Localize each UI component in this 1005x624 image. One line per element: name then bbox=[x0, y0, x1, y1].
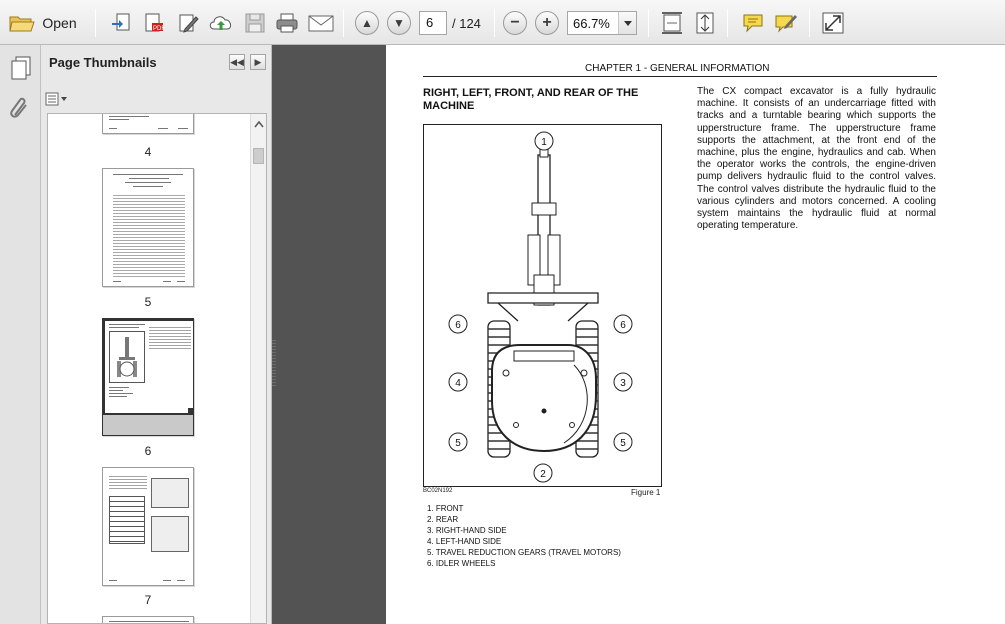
save-disk-icon bbox=[244, 12, 266, 34]
thumbnail-page-number: 5 bbox=[144, 295, 152, 309]
navigation-rail bbox=[0, 45, 41, 624]
callout-marker bbox=[534, 464, 552, 482]
document-page bbox=[386, 45, 1005, 624]
svg-text:PDF: PDF bbox=[153, 26, 165, 32]
excavator-top-view-illustration bbox=[424, 125, 661, 486]
attachments-nav-button[interactable] bbox=[9, 95, 31, 126]
convert-document-icon bbox=[110, 11, 134, 35]
main-toolbar bbox=[0, 0, 1005, 45]
figure-code: BC02N192 bbox=[423, 488, 453, 494]
envelope-icon bbox=[308, 14, 334, 32]
thumbnail-page[interactable] bbox=[102, 616, 194, 624]
page-number-input[interactable]: 6 bbox=[419, 11, 447, 35]
scrollbar-thumb[interactable] bbox=[253, 148, 264, 164]
body-paragraph: The CX compact excavator is a fully hydraulic machine. It consists of an undercarriage fitted with tracks and a turntable bearing which supports the upperstructure frame. The upperstructure frame supports the attachment, at the front end of the machine, plus the engine, hydraulics and cab. When the operator works the controls, the engine-driven pump delivers hydraulic fluid to the control valves. The control valves distribute the hydraulic fluid to the various cylinders and motors concerned. A cooling system maintains the hydraulic fluid at normal operating temperature. bbox=[697, 86, 936, 232]
legend-item: 6. IDLER WHEELS bbox=[427, 559, 496, 568]
thumbnail-page-number: 7 bbox=[144, 593, 152, 607]
plus-icon: + bbox=[542, 14, 552, 31]
fit-page-icon bbox=[694, 11, 716, 35]
zoom-out-button[interactable] bbox=[503, 11, 527, 35]
panel-title: Page Thumbnails bbox=[49, 55, 157, 70]
comment-button[interactable] bbox=[738, 8, 768, 38]
document-viewport-background bbox=[272, 45, 386, 624]
arrow-up-icon: ▲ bbox=[361, 16, 373, 30]
chevron-right-icon: ▶ bbox=[254, 56, 262, 67]
printer-icon bbox=[275, 12, 299, 34]
callout-marker bbox=[614, 315, 632, 333]
figure-caption: Figure 1 bbox=[631, 488, 661, 497]
svg-text:5: 5 bbox=[620, 438, 626, 449]
thumbnail-options-button[interactable] bbox=[45, 89, 73, 109]
previous-page-button[interactable] bbox=[355, 11, 379, 35]
arrow-down-icon: ▼ bbox=[393, 16, 405, 30]
thumbnail-page[interactable] bbox=[102, 113, 194, 134]
paperclip-icon bbox=[9, 95, 31, 121]
section-title: RIGHT, LEFT, FRONT, AND REAR OF THE MACHINE bbox=[423, 87, 639, 112]
open-button[interactable] bbox=[8, 8, 78, 38]
speech-bubble-icon bbox=[741, 12, 765, 34]
fit-width-icon bbox=[661, 11, 683, 35]
legend-item: 1. FRONT bbox=[427, 504, 464, 513]
open-label: Open bbox=[42, 15, 77, 31]
callout-marker bbox=[535, 132, 553, 150]
zoom-select[interactable] bbox=[567, 11, 637, 35]
next-page-button[interactable] bbox=[387, 11, 411, 35]
svg-text:5: 5 bbox=[455, 438, 461, 449]
legend-item: 5. TRAVEL REDUCTION GEARS (TRAVEL MOTORS) bbox=[427, 548, 621, 557]
print-button[interactable] bbox=[272, 8, 302, 38]
page-thumbnails-nav-button[interactable] bbox=[9, 55, 33, 86]
legend-item: 2. REAR bbox=[427, 515, 459, 524]
header-rule bbox=[423, 76, 937, 77]
zoom-dropdown-button[interactable] bbox=[618, 12, 636, 34]
figure-legend bbox=[427, 503, 621, 569]
fit-width-button[interactable] bbox=[658, 8, 686, 38]
callout-marker bbox=[449, 433, 467, 451]
svg-text:1: 1 bbox=[541, 137, 547, 148]
email-button[interactable] bbox=[306, 8, 336, 38]
callout-marker bbox=[449, 373, 467, 391]
chevron-down-icon bbox=[624, 21, 632, 26]
callout-marker bbox=[449, 315, 467, 333]
thumbnail-page-selected[interactable] bbox=[102, 318, 194, 436]
callout-marker bbox=[614, 373, 632, 391]
edit-document-icon bbox=[176, 11, 200, 35]
expand-icon bbox=[821, 11, 845, 35]
collapse-panel-button[interactable] bbox=[229, 54, 245, 70]
callout-marker bbox=[614, 433, 632, 451]
fit-page-button[interactable] bbox=[691, 8, 719, 38]
legend-item: 4. LEFT-HAND SIDE bbox=[427, 537, 502, 546]
scroll-up-icon[interactable] bbox=[254, 120, 264, 128]
legend-item: 3. RIGHT-HAND SIDE bbox=[427, 526, 507, 535]
pdf-export-icon bbox=[142, 11, 166, 35]
save-button[interactable] bbox=[241, 8, 269, 38]
highlight-button[interactable] bbox=[771, 8, 801, 38]
svg-text:2: 2 bbox=[540, 469, 546, 480]
upload-cloud-button[interactable] bbox=[206, 8, 236, 38]
page-thumbnails-panel bbox=[41, 45, 272, 624]
chapter-header: CHAPTER 1 - GENERAL INFORMATION bbox=[585, 63, 770, 74]
create-pdf-button[interactable] bbox=[108, 8, 136, 38]
thumbnail-page-number: 4 bbox=[144, 145, 152, 159]
folder-icon bbox=[9, 13, 35, 33]
svg-text:3: 3 bbox=[620, 378, 626, 389]
excavator-figure bbox=[423, 124, 662, 487]
double-chevron-left-icon: ◀◀ bbox=[230, 56, 244, 67]
edit-document-button[interactable] bbox=[174, 8, 202, 38]
svg-text:6: 6 bbox=[620, 320, 626, 331]
zoom-in-button[interactable] bbox=[535, 11, 559, 35]
thumbnail-page-number: 6 bbox=[144, 444, 152, 458]
thumbnail-machine-icon bbox=[113, 335, 141, 381]
options-menu-icon bbox=[45, 92, 69, 106]
thumbnail-page[interactable] bbox=[102, 168, 194, 287]
thumbnail-scrollbar[interactable] bbox=[250, 114, 266, 623]
full-screen-button[interactable] bbox=[819, 8, 847, 38]
zoom-value: 66.7% bbox=[573, 16, 610, 31]
svg-text:4: 4 bbox=[455, 378, 461, 389]
thumbnail-list bbox=[47, 113, 267, 624]
cloud-upload-icon bbox=[208, 12, 234, 34]
export-pdf-button[interactable] bbox=[140, 8, 168, 38]
svg-text:6: 6 bbox=[455, 320, 461, 331]
thumbnail-page[interactable] bbox=[102, 467, 194, 586]
minus-icon: − bbox=[510, 14, 520, 31]
panel-next-button[interactable] bbox=[250, 54, 266, 70]
pages-icon bbox=[9, 55, 33, 81]
panel-resize-handle[interactable] bbox=[272, 340, 276, 388]
page-total-label: / 124 bbox=[452, 16, 481, 31]
pen-comment-icon bbox=[774, 12, 798, 34]
